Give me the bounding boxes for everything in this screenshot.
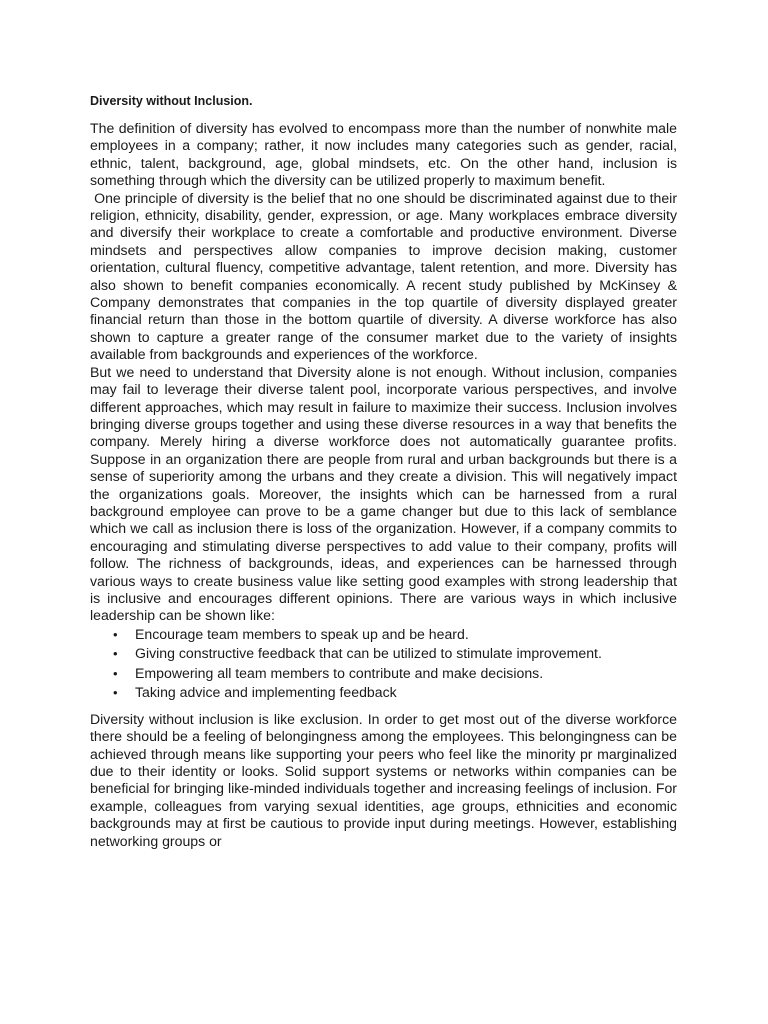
bullet-icon: •: [113, 646, 118, 662]
paragraph-definition: The definition of diversity has evolved to encompass more than the number of nonwhite male employees in a company; rather, it now includes many categories such as gender, racial, ethnic, talent, background, age, global mindsets, etc. On the other hand, inclusion is something through which the diversity can be utilized properly to maximum benefit.: [90, 120, 677, 189]
bullet-icon: •: [113, 685, 118, 701]
list-item-text: Giving constructive feedback that can be utilized to stimulate improvement.: [135, 645, 602, 662]
list-item: [90, 664, 677, 684]
list-item: [90, 625, 677, 645]
list-item-text: Taking advice and implementing feedback: [135, 684, 397, 701]
bullet-icon: •: [113, 626, 118, 642]
paragraph-exclusion: Diversity without inclusion is like exclusion. In order to get most out of the diverse workforce there should be a feeling of belongingness among the employees. This belongingness can be achieved through means like supporting your peers who feel like the minority pr marginalized due to their identity or looks. Solid support systems or networks within companies can be beneficial for bringing like-minded individuals together and increasing feelings of inclusion. For example, colleagues from varying sexual identities, age groups, ethnicities and economic backgrounds may at first be cautious to provide input during meetings. However, establishing networking groups or: [90, 710, 677, 849]
paragraph-principle: One principle of diversity is the belief that no one should be discriminated against due to their religion, ethnicity, disability, gender, expression, or age. Many workplaces embrace diversity and diversify their workplace to create a comfortable and productive environment. Diverse mindsets and perspectives allow companies to improve decision making, customer orientation, cultural fluency, competitive advantage, talent retention, and more. Diversity has also shown to benefit companies economically. A recent study published by McKinsey & Company demonstrates that companies in the top quartile of diversity displayed greater financial return than those in the bottom quartile of diversity. A diverse workforce has also shown to capture a greater range of the consumer market due to the variety of insights available from backgrounds and experiences of the workforce.: [90, 189, 681, 363]
list-item-text: Encourage team members to speak up and be heard.: [135, 625, 469, 642]
spacer: [90, 703, 677, 711]
document-page: [90, 93, 681, 850]
list-item-text: Empowering all team members to contribute and make decisions.: [135, 664, 544, 681]
paragraph-inclusion: But we need to understand that Diversity alone is not enough. Without inclusion, companies may fail to leverage their diverse talent pool, incorporate various perspectives, and involve different approaches, which may result in failure to maximize their success. Inclusion involves bringing diverse groups together and using these diverse resources in a way that benefits the company. Merely hiring a diverse workforce does not automatically guarantee profits. Suppose in an organization there are people from rural and urban backgrounds but there is a sense of superiority among the urbans and they create a division. This will negatively impact the organizations goals. Moreover, the insights which can be harnessed from a rural background employee can prove to be a game changer but due to this lack of semblance which we call as inclusion there is loss of the organization. However, if a company commits to encouraging and stimulating diverse perspectives to add value to their company, profits will follow. The richness of backgrounds, ideas, and experiences can be harnessed through various ways to create business value like setting good examples with strong leadership that is inclusive and encourages different opinions. There are various ways in which inclusive leadership can be shown like:: [90, 363, 677, 624]
list-item: [90, 644, 677, 664]
bullet-icon: •: [113, 665, 118, 681]
list-item: [90, 683, 677, 703]
leadership-bullet-list: [90, 625, 677, 703]
document-title: Diversity without Inclusion.: [90, 94, 253, 108]
